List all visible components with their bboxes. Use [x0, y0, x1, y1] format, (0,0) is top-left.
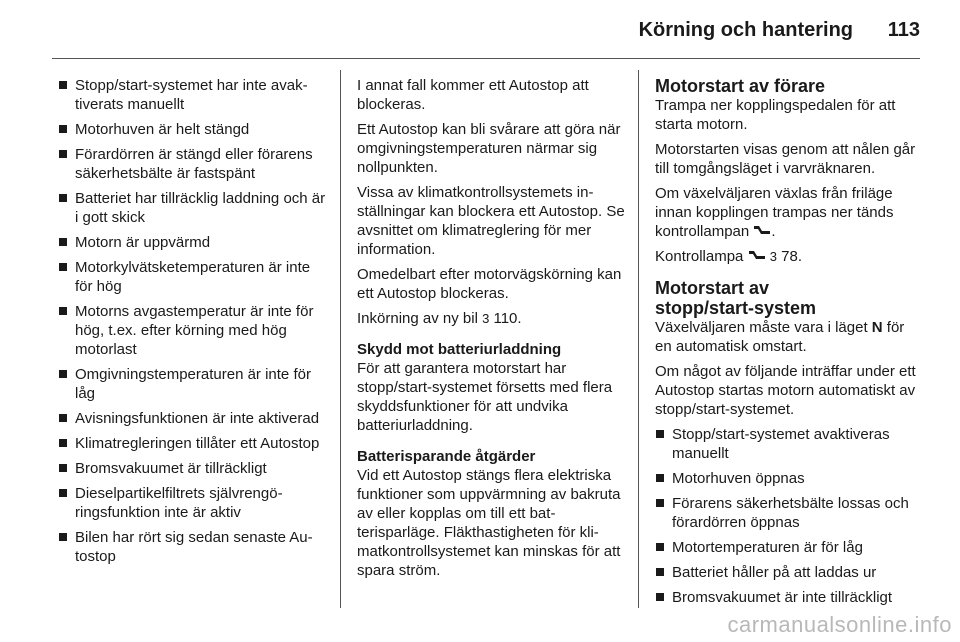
shift-indicator-icon	[753, 223, 771, 239]
list-item	[58, 189, 326, 227]
paragraph: Vid ett Autostop stängs flera elektriska funktioner som uppvärmning av bakruta av eller kopplas om till ett batterisparläge. Fläkthastigheten för klimatkontrollsystemet kan minskas för att spara ström.	[357, 467, 621, 579]
list-item-text: Klimatregleringen tillåter ett Autostop	[75, 435, 320, 452]
list-item	[58, 434, 326, 453]
bullet-square-icon	[656, 543, 664, 551]
paragraph: Omedelbart efter motorvägskörning kan ett Autostop blockeras.	[357, 266, 622, 302]
list-item-text: Batteriet håller på att laddas ur	[672, 564, 877, 581]
list-item	[655, 588, 925, 607]
bullet-square-icon	[59, 464, 67, 472]
shift-indicator-icon	[748, 248, 766, 264]
bullet-square-icon	[59, 125, 67, 133]
bullet-square-icon	[656, 474, 664, 482]
list-item	[655, 425, 925, 463]
bullet-square-icon	[656, 430, 664, 438]
list-item	[58, 120, 326, 139]
list-item	[58, 258, 326, 296]
list-item-text: Förardörren är stängd eller förarens säkerhetsbälte är fastspänt	[75, 146, 313, 182]
bullet-square-icon	[59, 263, 67, 271]
list-item-text: Omgivningstemperaturen är inte för låg	[75, 366, 311, 402]
subheading-battery-protection: Skydd mot batteriurladdning	[357, 341, 562, 358]
list-item-text: Motorhuven är helt stängd	[75, 121, 250, 138]
list-item-text: Motorkylvätsketemperaturen är inte för hög	[75, 259, 311, 295]
gear-label: N	[871, 319, 883, 336]
section-heading-auto-start	[655, 278, 925, 318]
watermark: carmanualsonline.info	[727, 612, 952, 637]
paragraph-text: Om växelväljaren växlas från friläge innan kopplingen trampas ner tänds kontrollampan	[655, 185, 894, 240]
list-item	[58, 459, 326, 478]
page-title: Körning och hantering	[638, 19, 853, 41]
column-3	[655, 76, 925, 613]
list-item-text: Stopp/start-systemet avaktiveras manuellt	[672, 426, 890, 462]
page-header	[0, 0, 960, 58]
list-item-text: Motorns avgastemperatur är inte för hög, t.ex. efter körning med hög motorlast	[75, 303, 314, 358]
bullet-square-icon	[59, 370, 67, 378]
paragraph-cross-reference	[655, 247, 925, 266]
paragraph-text: för en automatisk omstart.	[655, 319, 905, 355]
section-heading-driver-start: Motorstart av förare	[655, 76, 826, 96]
bullet-square-icon	[59, 533, 67, 541]
list-item-text: Motortemperaturen är för låg	[672, 539, 863, 556]
list-item-text: Förarens säkerhetsbälte lossas och förardörren öppnas	[672, 495, 909, 531]
list-item	[655, 538, 925, 557]
ref-text: Kontrollampa	[655, 248, 744, 265]
paragraph: Vissa av klimatkontrollsystemets inställningar kan blockera ett Autostop. Se avsnittet om klimatreglering för mer information.	[357, 184, 625, 258]
list-item	[655, 494, 925, 532]
list-item	[58, 484, 326, 522]
bullet-square-icon	[656, 568, 664, 576]
bullet-square-icon	[59, 439, 67, 447]
bullet-square-icon	[59, 414, 67, 422]
page-number: 113	[887, 19, 920, 41]
bullet-square-icon	[59, 307, 67, 315]
list-item-text: Bromsvakuumet är tillräckligt	[75, 460, 267, 477]
list-item-text: Stopp/start-systemet har inte avaktiverats manuellt	[75, 77, 308, 113]
list-item	[58, 76, 326, 114]
list-item-text: Avisningsfunktionen är inte aktiverad	[75, 410, 320, 427]
bullet-square-icon	[59, 150, 67, 158]
paragraph	[655, 318, 925, 356]
paragraph: Om något av följande inträffar under ett Autostop startas motorn automatiskt av stopp/start-systemet.	[655, 363, 916, 418]
paragraph-end: .	[771, 223, 776, 240]
header-divider	[52, 58, 920, 59]
subheading-battery-saving: Batterisparande åtgärder	[357, 448, 536, 465]
list-item	[58, 409, 326, 428]
column-1	[58, 76, 326, 572]
column-divider-1	[340, 70, 341, 608]
heading-line: stopp/start-system	[655, 298, 817, 318]
bullet-square-icon	[656, 499, 664, 507]
page-reference[interactable]: 110.	[493, 310, 522, 327]
list-item	[58, 302, 326, 359]
paragraph-cross-reference	[357, 309, 627, 328]
page-reference-arrow-icon: 3	[482, 311, 490, 326]
column-divider-2	[638, 70, 639, 608]
paragraph	[655, 184, 925, 241]
list-item	[58, 365, 326, 403]
list-item-text: Bromsvakuumet är inte tillräckligt	[672, 589, 893, 606]
bullet-square-icon	[656, 593, 664, 601]
list-item-text: Batteriet har tillräcklig laddning och är i gott skick	[75, 190, 326, 226]
list-item-text: Dieselpartikelfiltrets självrengöringsfunktion inte är aktiv	[75, 485, 283, 521]
paragraph: Ett Autostop kan bli svårare att göra när omgivningstemperaturen närmar sig nollpunkten.	[357, 121, 621, 176]
list-item	[58, 528, 326, 566]
bullet-square-icon	[59, 238, 67, 246]
paragraph: Motorstarten visas genom att nålen går till tomgångsläget i varvräknaren.	[655, 141, 916, 177]
bullet-square-icon	[59, 194, 67, 202]
paragraph-text: Växelväljaren måste vara i läget	[655, 319, 868, 336]
page-reference-arrow-icon: 3	[769, 249, 777, 264]
condition-list	[58, 76, 326, 566]
column-2	[357, 76, 627, 586]
list-item	[655, 469, 925, 488]
paragraph: För att garantera motorstart har stopp/start-systemet försetts med flera skyddsfunktioner för att undvika batteriurladdning.	[357, 360, 613, 434]
list-item-text: Motorhuven öppnas	[672, 470, 805, 487]
paragraph: I annat fall kommer ett Autostop att blockeras.	[357, 77, 589, 113]
ref-text: Inkörning av ny bil	[357, 310, 478, 327]
bullet-square-icon	[59, 81, 67, 89]
list-item-text: Motorn är uppvärmd	[75, 234, 211, 251]
list-item	[58, 233, 326, 252]
list-item-text: Bilen har rört sig sedan senaste Autostop	[75, 529, 313, 565]
list-item	[58, 145, 326, 183]
paragraph: Trampa ner kopplingspedalen för att starta motorn.	[655, 97, 896, 133]
list-item	[655, 563, 925, 582]
bullet-square-icon	[59, 489, 67, 497]
heading-line: Motorstart av	[655, 278, 770, 298]
page-reference[interactable]: 78.	[781, 248, 802, 265]
restart-condition-list	[655, 425, 925, 607]
